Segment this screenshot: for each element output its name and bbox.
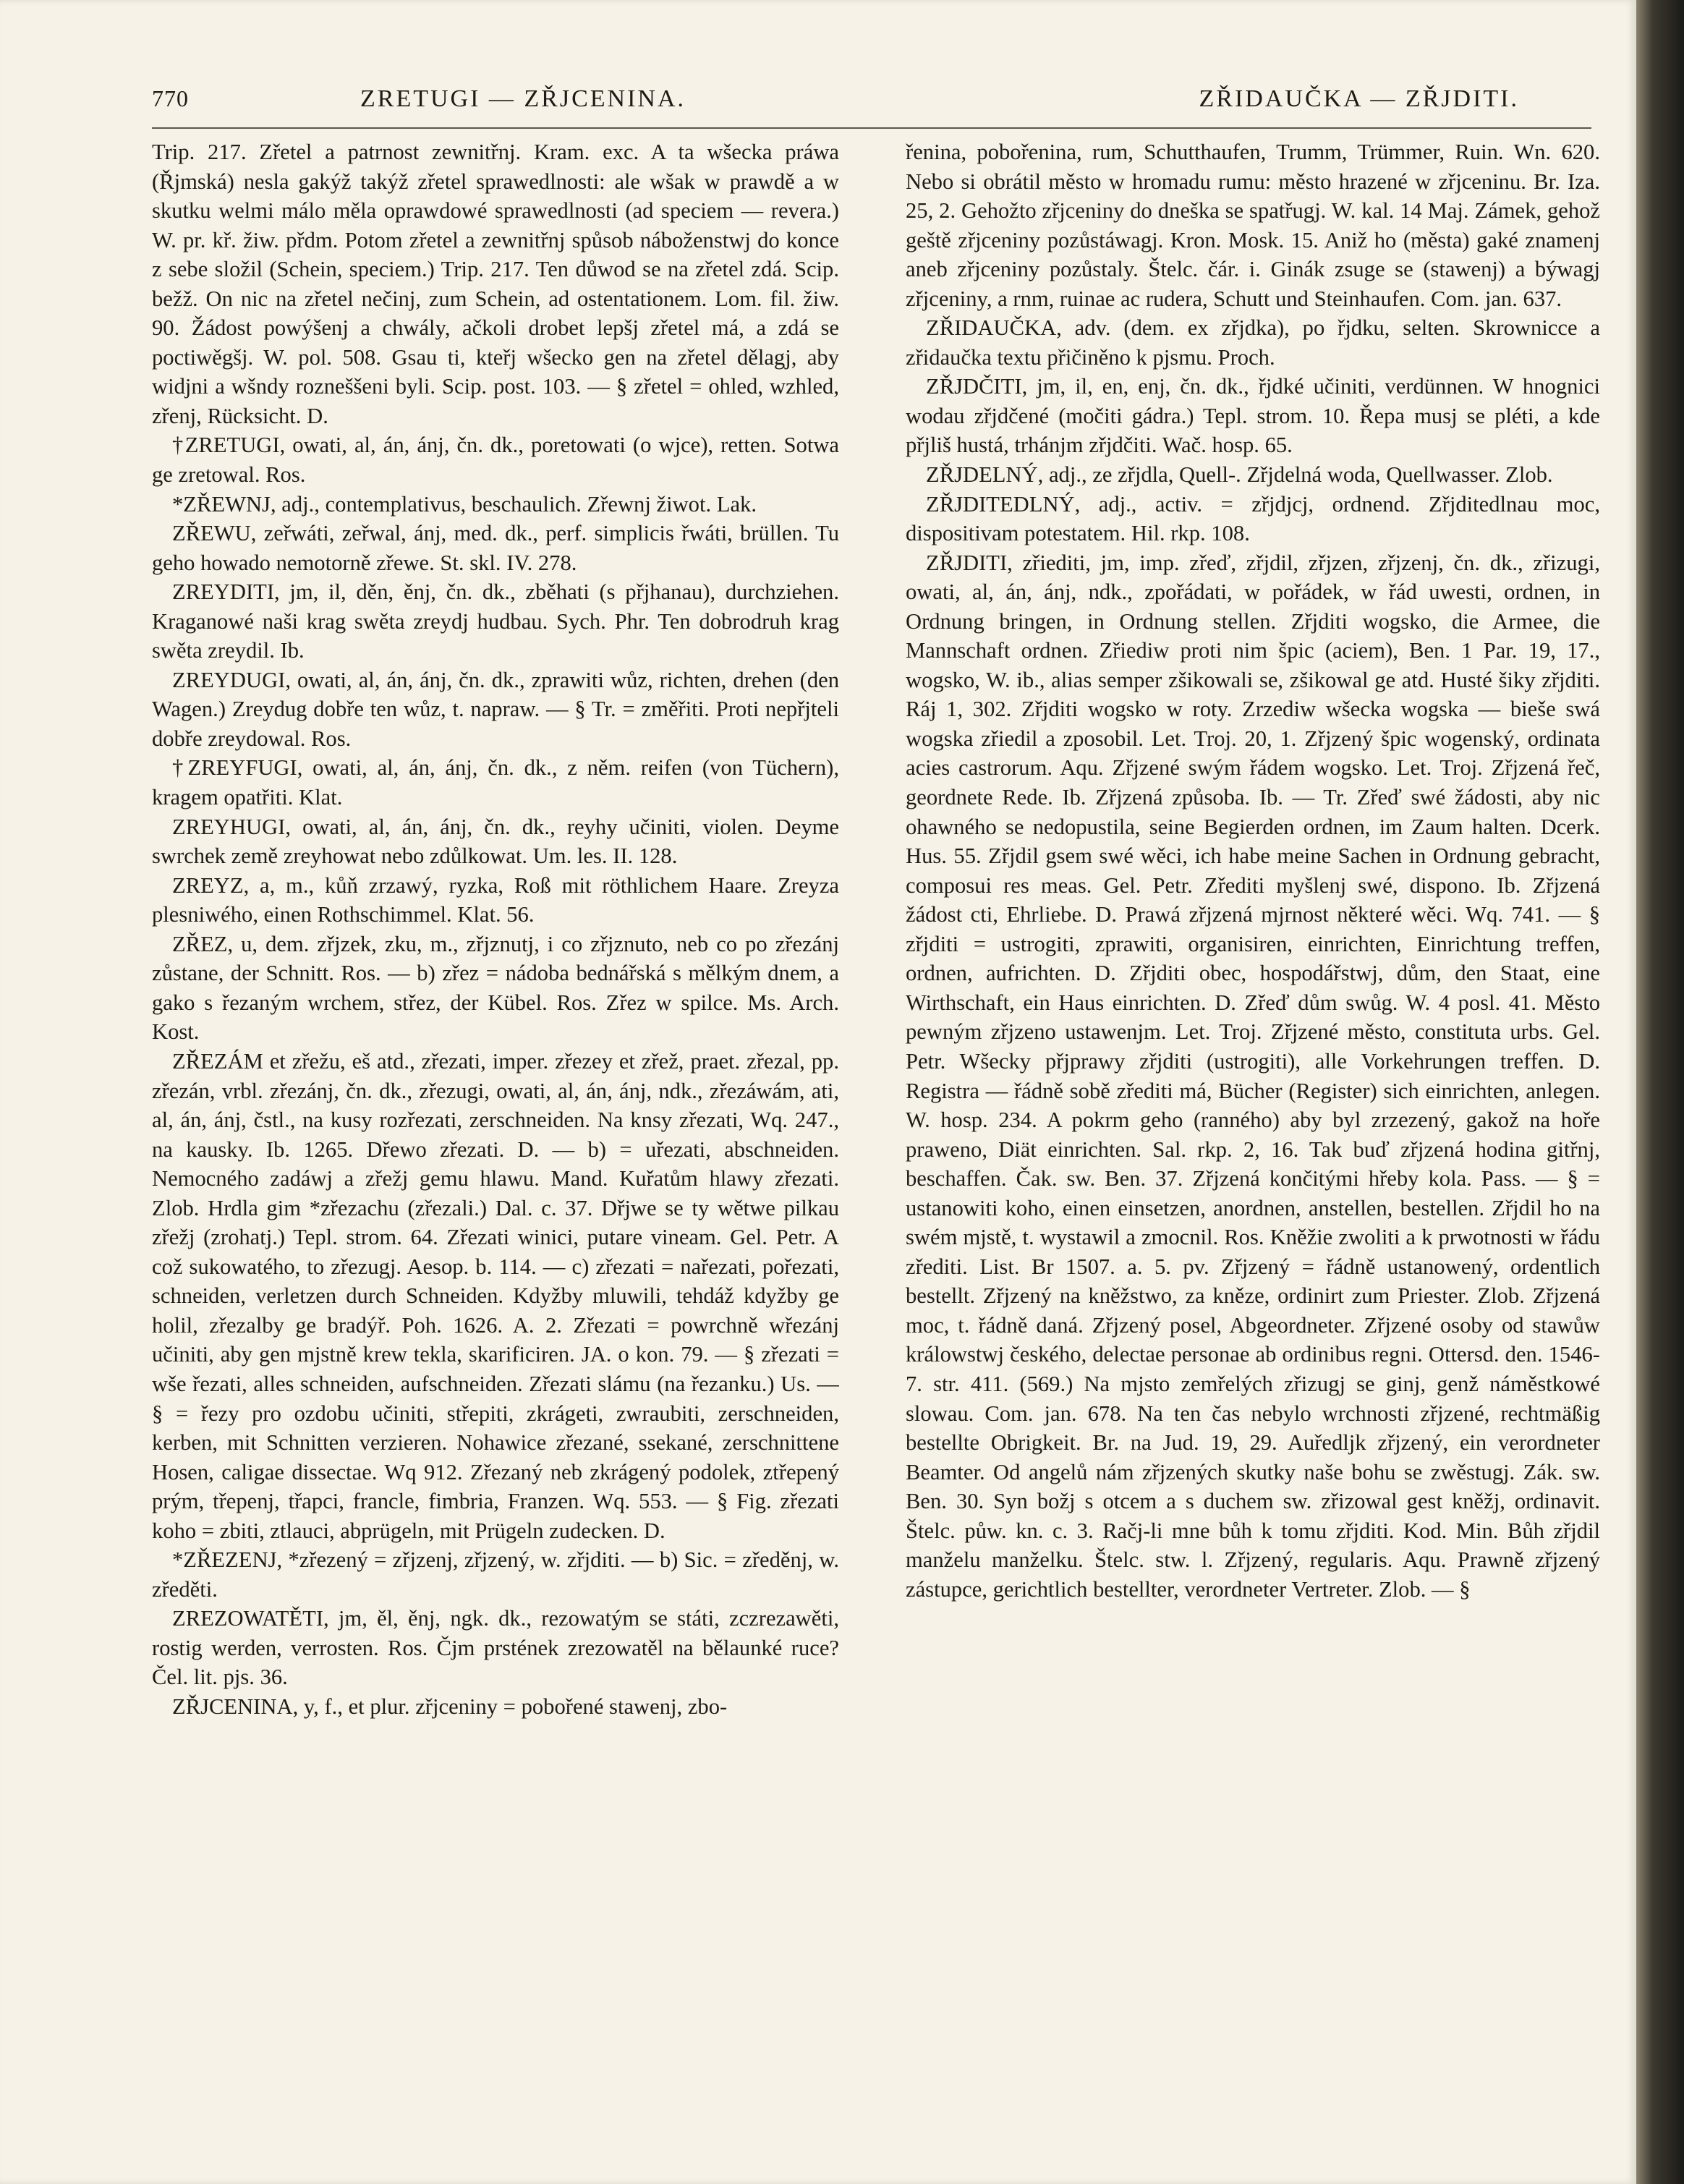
page-number: 770 (152, 85, 189, 111)
dictionary-entry: ZREYHUGI, owati, al, án, ánj, čn. dk., reyhy učiniti, violen. Deyme swrchek země zreyhowat nebo zdůlkowat. Um. les. II. 128. (152, 814, 839, 869)
dictionary-entry: †ZREYFUGI, owati, al, án, ánj, čn. dk., z něm. reifen (von Tüchern), kragem opatřiti. Klat. (152, 755, 839, 810)
dictionary-entry: ZŘJDČITI, jm, il, en, enj, čn. dk., řjdké učiniti, verdünnen. W hnognici wodau zřjdčené (močiti gádra.) Tepl. strom. 10. Řepa musj se pléti, a kde přjliš hustá, trhánjm zřjdčiti. Wač. hosp. 65. (906, 374, 1600, 458)
dictionary-entry: ZŘJDELNÝ, adj., ze zřjdla, Quell-. Zřjdelná woda, Quellwasser. Zlob. (926, 462, 1553, 488)
dictionary-entry: ZREZOWATĚTI, jm, ěl, ěnj, ngk. dk., rezowatým se státi, zczrezawěti, rostig werden, verrosten. Ros. Čjm prstének zrezowatěl na bělaunké ruce? Čel. lit. pjs. 36. (152, 1606, 839, 1690)
left-column (152, 137, 839, 2156)
dictionary-entry: ZŘJDITI, zřiediti, jm, imp. zřeď, zřjdil, zřjzen, zřjzenj, čn. dk., zřizugi, owati, al, án, ánj, ndk., zpořádati, w pořádek, w řád uwesti, ordnen, in Ordnung bringen, in Ordnung stellen. Zřjditi wogsko, die Armee, die Mannschaft ordnen. Zřiediw proti nim špic (aciem), Ben. 1 Par. 19, 17., wogsko, W. ib., alias semper zšikowali se, zšikowal ge atd. Husté šiky zřjditi. Ráj 1, 302. Zřjditi wogsko w roty. Zrzediw wšecka wogska — bieše swá wogska zřiedil a zposobil. Let. Troj. 20, 1. Zřjzený špic wogenský, ordinata acies castrorum. Aqu. Zřjzené swým řádem wogsko. Let. Troj. Zřjzená řeč, geordnete Rede. Ib. Zřjzená způsoba. Ib. — Tr. Zřeď swé žádosti, aby nic ohawného se nedopustila, seine Begierden ordnen, im Zaum halten. Dcerk. Hus. 55. Zřjdil gsem swé wěci, ich habe meine Sachen in Ordnung gebracht, composui res meas. Gel. Petr. Zřediti myšlenj swé, dispono. Ib. Zřjzená žádost cti, Ehrliebe. D. Prawá zřjzená mjrnost některé wěci. Wq. 741. — § zřjditi = ustrogiti, zprawiti, organisiren, einrichten, Einrichtung treffen, ordnen, aufrichten. D. Zřjditi obec, hospodářstwj, dům, den Staat, eine Wirthschaft, ein Haus einrichten. D. Zřeď dům swůg. W. 4 posl. 41. Město pewným zřjzeno ustawenjm. Let. Troj. Zřjzené město, constituta urbs. Gel. Petr. Wšecky přjprawy zřjditi (ustrogiti), alle Vorkehrungen treffen. D. Registra — řádně sobě zřediti má, Bücher (Register) sich einrichten, anlegen. W. hosp. 234. A pokrm geho (ranného) aby byl zrzezený, gakož na hoře praweno, Diät einrichten. Sal. rkp. 2, 16. Tak buď zřjzená hodina gitřnj, beschaffen. Čak. sw. Ben. 37. Zřjzená končitými hřeby kola. Pass. — § = ustanowiti koho, einen einsetzen, anordnen, anstellen, bestellen. Zřjdil ho na swém mjstě, t. wystawil a zmocnil. Ros. Kněžie zwoliti a k prwotnosti w řádu zřediti. List. Br 1507. a. 5. pv. Zřjzený = řádně ustanowený, ordentlich bestellt. Zřjzený na kněžstwo, za kněze, ordinirt zum Priester. Zlob. Zřjzená moc, t. řádně daná. Zřjzený posel, Abgeordneter. Zřjzené osoby od stawůw králowstwj českého, delectae personae ab ordinibus regni. Ottersd. den. 1546-7. str. 411. (569.) Na mjsto zemřelých zřizugj se ginj, genž náměstkowé slowau. Com. jan. 678. Na ten čas nebylo wrchnosti zřjzené, rechtmäßig bestellte Obrigkeit. Br. na Jud. 19, 29. Auředljk zřjzený, ein verordneter Beamter. Od angelů nám zřjzených skutky naše bohu se zwěstugj. Zák. sw. Ben. 30. Syn božj s otcem a s duchem sw. zřizowal gest kněžj, ordinavit. Štelc. půw. kn. c. 3. Račj-li mne bůh k tomu zřjditi. Kod. Min. Bůh zřjdil manželu manželku. Štelc. stw. l. Zřjzený, regularis. Aqu. Prawně zřjzený zástupce, gerichtlich bestellter, verordneter Vertreter. Zlob. — § (906, 550, 1600, 1602)
dictionary-entry: ZREYDITI, jm, il, děn, ěnj, čn. dk., zběhati (s přjhanau), durchziehen. Kraganowé naši krag swěta zreydj hudbau. Sych. Phr. Ten dobrodruh krag swěta zreydil. Ib. (152, 579, 839, 663)
dictionary-entry: ZŘEZÁM et zřežu, eš atd., zřezati, imper. zřezey et zřež, praet. zřezal, pp. zřezán, vrbl. zřezánj, čn. dk., zřezugi, owati, al, án, ánj, ndk., zřezáwám, ati, al, án, ánj, čstl., na kusy rozřezati, zerschneiden. Na knsy zřezati, Wq. 247., na kausky. Ib. 1265. Dřewo zřezati. D. — b) = uřezati, abschneiden. Nemocného zadáwj a zřežj gemu hlawu. Mand. Kuřatům hlawy zřezati. Zlob. Hrdla gim *zřezachu (zřezali.) Dal. c. 37. Dřjwe se ty wětwe pilkau zřežj (zrohatj.) Tepl. strom. 64. Zřezati winici, putare vineam. Gel. Petr. A což sukowatého, to zřezugj. Aesop. b. 114. — c) zřezati = nařezati, pořezati, schneiden, verletzen durch Schneiden. Kdyžby mluwili, tehdáž kdyžby ge holil, zřezalby ge bradýř. Poh. 1626. A. 2. Zřezati = powrchně wřezánj učiniti, aby gen mjstně krew tekla, skarificiren. JA. o kon. 79. — § zřezati = wše řezati, alles schneiden, aufschneiden. Zřezati slámu (na řezanku.) Us. — § = řezy pro ozdobu učiniti, střepiti, zkrágeti, zwraubiti, zerschneiden, kerben, mit Schnitten verzieren. Nohawice zřezané, ssekané, zerschnittene Hosen, caligae dissectae. Wq 912. Zřezaný neb zkrágený podolek, ztřepený prým, třepenj, třapci, francle, fimbria, Franzen. Wq. 553. — § Fig. zřezati koho = zbiti, ztlauci, abprügeln, mit Prügeln zudecken. D. (152, 1048, 839, 1543)
entry-continuation: řenina, pobořenina, rum, Schutthaufen, Trumm, Trümmer, Ruin. Wn. 620. Nebo si obrátil město w hromadu rumu: město hrazené w zřjceninu. Br. Iza. 25, 2. Gehožto zřjceniny do dneška se spatřugj. W. kal. 14 Maj. Zámek, gehož geště zřjceniny pozůstáwagj. Kron. Mosk. 15. Aniž ho (města) gaké znamenj aneb zřjceniny pozůstaly. Štelc. čár. i. Ginák zsuge se (stawenj) a býwagj zřjceniny, a rnm, ruinae ac rudera, Schutt und Steinhaufen. Com. jan. 637. (906, 140, 1600, 311)
entry-continuation: Trip. 217. Zřetel a patrnost zewnitřnj. Kram. exc. A ta wšecka práwa (Řjmská) nesla gakýž takýž zřetel sprawedlnosti: ale wšak w prawdě a w skutku welmi málo měla oprawdowé sprawedlnosti (ad speciem — revera.) W. pr. kř. žiw. přdm. Potom zřetel a zewnitřnj spůsob náboženstwj do konce z sebe složil (Schein, speciem.) Trip. 217. Ten důwod se na zřetel zdá. Scip. bežž. On nic na zřetel nečinj, zum Schein, ad ostentationem. Lom. fil. žiw. 90. Žádost powýšenj a chwály, ačkoli drobet lepšj zřetel má, a zdá se poctiwěgšj. W. pol. 508. Gsau ti, kteřj wšecko gen na zřetel dělagj, aby widjni a wšndy rozneššeni byli. Scip. post. 103. — § zřetel = ohled, wzhled, zřenj, Rücksicht. D. (152, 140, 839, 428)
left-guide-words: ZRETUGI — ZŘJCENINA. (360, 85, 686, 112)
dictionary-entry: ZREYDUGI, owati, al, án, ánj, čn. dk., zprawiti wůz, richten, drehen (den Wagen.) Zreydug dobře ten wůz, t. napraw. — § Tr. = změřiti. Proti nepřjteli dobře zreydowal. Ros. (152, 667, 839, 751)
dictionary-entry: ZŘEZ, u, dem. zřjzek, zku, m., zřjznutj, i co zřjznuto, neb co po zřezánj zůstane, der Schnitt. Ros. — b) zřez = nádoba bednářská s mělkým dnem, a gako s řezaným wrchem, střez, der Kübel. Ros. Zřez w spilce. Ms. Arch. Kost. (152, 931, 839, 1045)
dictionary-entry: ZŘJDITEDLNÝ, adj., activ. = zřjdjcj, ordnend. Zřjditedlnau moc, dispositivam potestatem. Hil. rkp. 108. (906, 491, 1600, 546)
dictionary-entry: ZŘEWU, zeřwáti, zeřwal, ánj, med. dk., perf. simplicis řwáti, brüllen. Tu geho howado nemotorně zřewe. St. skl. IV. 278. (152, 521, 839, 575)
dictionary-entry: ZŘJCENINA, y, f., et plur. zřjceniny = pobořené stawenj, zbo- (172, 1694, 728, 1719)
dictionary-entry: *ZŘEWNJ, adj., contemplativus, beschaulich. Zřewnj žiwot. Lak. (172, 491, 757, 517)
right-column (906, 137, 1600, 2156)
header-rule (152, 127, 1591, 129)
dictionary-entry: ZREYZ, a, m., kůň zrzawý, ryzka, Roß mit röthlichem Haare. Zreyza plesniwého, einen Rothschimmel. Klat. 56. (152, 872, 839, 927)
dictionary-entry: †ZRETUGI, owati, al, án, ánj, čn. dk., poretowati (o wjce), retten. Sotwa ge zretowal. Ros. (152, 433, 839, 488)
dictionary-entry: *ZŘEZENJ, *zřezený = zřjzenj, zřjzený, w. zřjditi. — b) Sic. = zředěnj, w. zředěti. (152, 1547, 839, 1602)
page-header (152, 85, 1519, 120)
right-guide-words: ZŘIDAUČKA — ZŘJDITI. (1199, 85, 1519, 112)
book-spine-shadow (1636, 0, 1684, 2184)
dictionary-entry: ZŘIDAUČKA, adv. (dem. ex zřjdka), po řjdku, selten. Skrownicce a zřidaučka textu přičiněno k pjsmu. Proch. (906, 315, 1600, 370)
